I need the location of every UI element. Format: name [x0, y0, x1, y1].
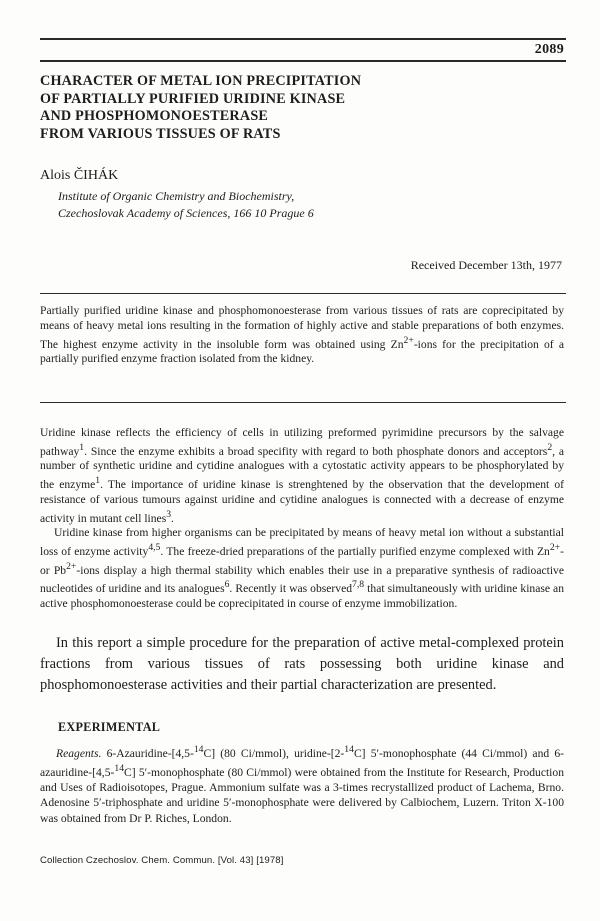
- reference-marker: 6: [224, 579, 230, 591]
- reference-marker: 7,8: [352, 579, 365, 591]
- abstract-top-rule: [40, 293, 566, 294]
- superscript: 2+: [403, 334, 414, 346]
- reference-marker: 2: [547, 441, 553, 453]
- superscript: 2+: [549, 542, 561, 554]
- author-name: [40, 168, 118, 184]
- page-number: 2089: [534, 42, 564, 57]
- author-affiliation: [58, 188, 314, 222]
- section-heading-experimental: EXPERIMENTAL: [58, 720, 161, 734]
- received-date: Received December 13th, 1977: [410, 258, 562, 272]
- title-line: OF PARTIALLY PURIFIED URIDINE KINASE: [40, 90, 346, 107]
- reference-marker: 1: [79, 441, 85, 453]
- reference-marker: 1: [95, 475, 101, 487]
- reagents-paragraph: [40, 742, 564, 826]
- title-line: CHARACTER OF METAL ION PRECIPITATION: [40, 73, 362, 89]
- text-run: . The freeze-dried preparations of the partially purified enzyme complexed with Zn: [160, 545, 550, 559]
- text-run: C] (80 Ci/mmol), uridine-[2-: [203, 746, 345, 760]
- abstract-text: Partially purified uridine kinase and phosphomonoesterase from various tissues of rats are coprecipitated by means of heavy metal ions resulting in the formation of highly active and stable preparations of both enzymes. The highest enzyme activity in the insoluble form was obtained using Zn: [40, 304, 564, 351]
- text-run: C] 5′-monophosphate (44 Ci/mmol) and 6-azauridine-[4,5-: [40, 746, 565, 779]
- paragraph: [40, 426, 564, 526]
- abstract-text: -ions for the precipitation of a partially purified enzyme fraction isolated from the kidney.: [40, 337, 564, 366]
- text-run: , a number of synthetic uridine and cytidine analogues with a cytostatic activity appears to be phosphorylated by the enzyme: [40, 444, 564, 492]
- top-rule: [40, 38, 566, 40]
- text-run: Uridine kinase from higher organisms can be precipitated by means of heavy metal ion without a substantial loss of enzyme activity: [40, 526, 564, 559]
- superscript: 2+: [66, 560, 77, 572]
- journal-footer: Collection Czechoslov. Chem. Commun. [Vol. 43] [1978]: [40, 855, 284, 866]
- isotope-mass: 14: [193, 744, 204, 755]
- isotope-mass: 14: [114, 763, 125, 775]
- text-run: that simultaneously with uridine kinase an active phosphomonoesterase could be coprecipitated in course of enzyme immobilization.: [40, 582, 565, 611]
- affiliation-line: Institute of Organic Chemistry and Biochemistry,: [58, 189, 295, 203]
- run-in-heading: Reagents.: [56, 746, 102, 760]
- reference-marker: 4,5: [148, 542, 161, 554]
- abstract-bottom-rule: [40, 402, 566, 403]
- text-run: - or Pb: [40, 545, 564, 577]
- report-summary-paragraph: In this report a simple procedure for the preparation of active metal-complexed protein fractions from various tissues of rats possessing both uridine kinase and phosphomonoesterase activities and their partial characterization are presented.: [40, 635, 564, 693]
- article-title: [40, 73, 560, 143]
- introduction: [40, 426, 564, 612]
- text-run: 6-Azauridine-[4,5-: [101, 746, 194, 760]
- author-family-name: ČIHÁK: [73, 168, 119, 183]
- reference-marker: 3: [166, 508, 172, 520]
- text-run: Uridine kinase reflects the efficiency of cells in utilizing preformed pyrimidine precursors by the salvage pathway: [40, 426, 564, 458]
- title-line: AND PHOSPHOMONOESTERASE: [40, 108, 269, 124]
- text-run: .: [171, 511, 174, 525]
- abstract: [40, 304, 564, 367]
- isotope-mass: 14: [344, 744, 354, 755]
- text-run: C] 5′-monophosphate (80 Ci/mmol) were obtained from the Institute for Research, Production and Uses of Radioisotopes, Prague. Ammonium sulfate was a 3-times recrystallized product of Lachema, Brno. Adenosine 5′-triphosphate and uridine 5′-monophosphate were delivered by Calbiochem, Luzern. Triton X-100 was obtained from Dr P. Riches, London.: [40, 765, 564, 825]
- author-given-name: Alois: [40, 168, 74, 183]
- header-rule: [40, 60, 566, 62]
- affiliation-line: Czechoslovak Academy of Sciences, 166 10 Prague 6: [58, 206, 314, 220]
- text-run: . The importance of uridine kinase is strenghtened by the observation that the development of resistance of various tumours against uridine and cytidine analogues is connected with a decrease of enzyme activity in mutant cell lines: [40, 478, 564, 525]
- paragraph: [40, 526, 564, 612]
- text-run: . Since the enzyme exhibits a broad specifity with regard to both phosphate donors and acceptors: [84, 444, 548, 458]
- text-run: . Recently it was observed: [229, 582, 353, 596]
- text-run: -ions display a high thermal stability which enables their use in a preparative synthesis of radioactive nucleotides of uridine and its analogues: [40, 563, 564, 596]
- title-line: FROM VARIOUS TISSUES OF RATS: [40, 125, 281, 142]
